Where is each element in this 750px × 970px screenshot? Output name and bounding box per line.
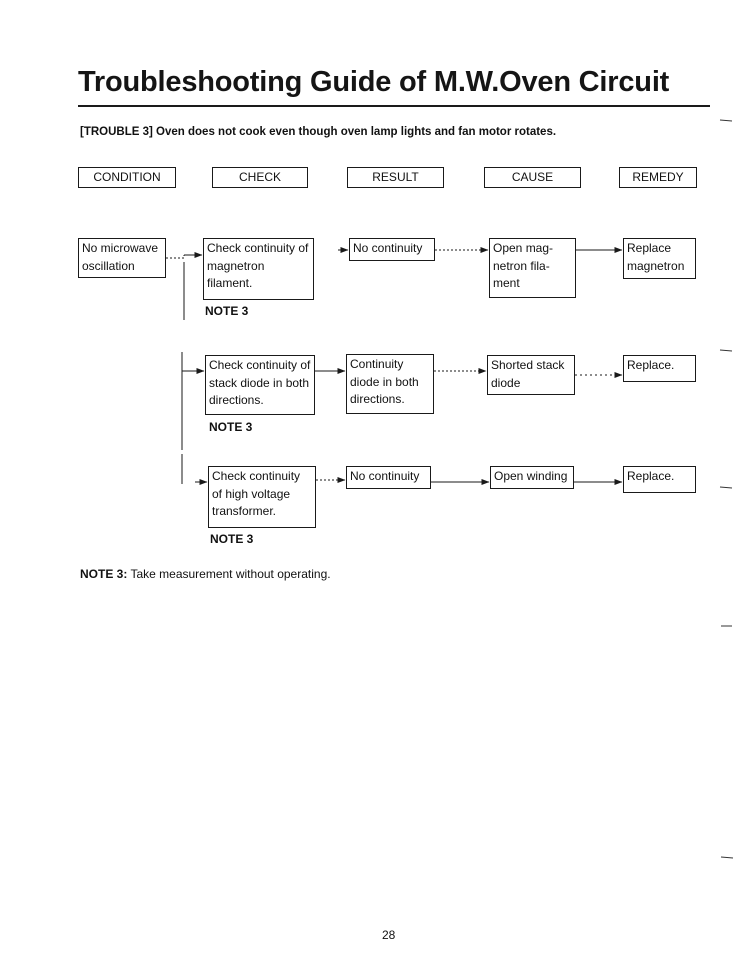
remedy-box-2: Replace. <box>623 355 696 382</box>
remedy-box-3: Replace. <box>623 466 696 493</box>
condition-box: No microwave oscillation <box>78 238 166 278</box>
check-box-3: Check continuity of high voltage transformer. <box>208 466 316 528</box>
result-box-2: Continuity diode in both directions. <box>346 354 434 414</box>
check-note-2: NOTE 3 <box>209 420 253 434</box>
result-box-3: No continuity <box>346 466 431 489</box>
header-cause: CAUSE <box>484 167 581 188</box>
header-remedy: REMEDY <box>619 167 697 188</box>
cause-box-2: Shorted stack diode <box>487 355 575 395</box>
footnote-text: Take measurement without operating. <box>130 567 331 581</box>
header-check: CHECK <box>212 167 308 188</box>
remedy-box-1: Replace magnetron <box>623 238 696 279</box>
page-title: Troubleshooting Guide of M.W.Oven Circuit <box>78 66 670 98</box>
header-result: RESULT <box>347 167 444 188</box>
check-note-1: NOTE 3 <box>205 304 249 318</box>
page-number: 28 <box>382 928 396 942</box>
header-condition: CONDITION <box>78 167 176 188</box>
check-box-2: Check continuity of stack diode in both directions. <box>205 355 315 415</box>
check-note-3: NOTE 3 <box>210 532 254 546</box>
footnote <box>80 567 331 581</box>
result-box-1: No continuity <box>349 238 435 261</box>
cause-box-1: Open mag- netron fila- ment <box>489 238 576 298</box>
trouble-text: Oven does not cook even though oven lamp lights and fan motor rotates. <box>156 126 557 138</box>
trouble-label: [TROUBLE 3] <box>80 126 153 138</box>
footnote-label: NOTE 3: <box>80 567 128 581</box>
cause-box-3: Open winding <box>490 466 574 489</box>
check-box-1: Check continuity of magnetron filament. <box>203 238 314 300</box>
